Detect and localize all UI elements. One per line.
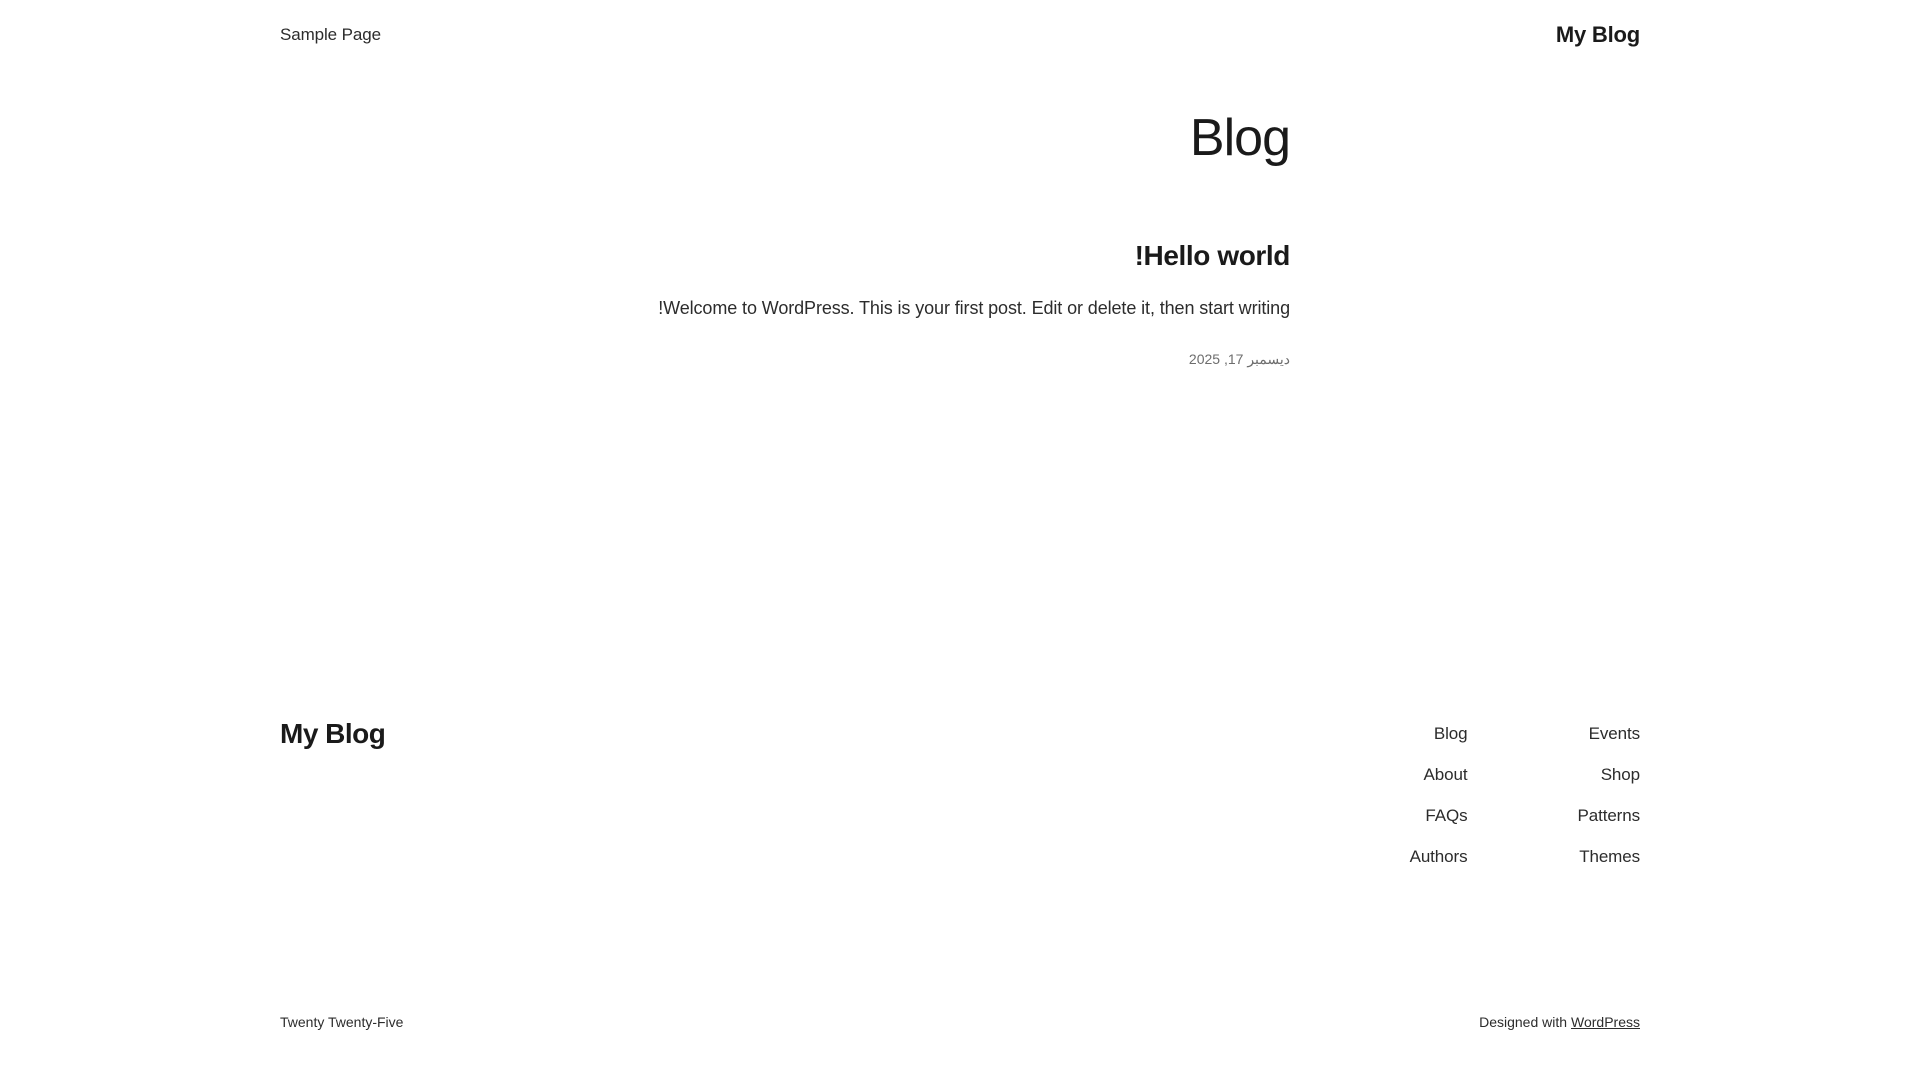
footer-link-themes[interactable]: Themes bbox=[1579, 847, 1640, 866]
footer-link-about[interactable]: About bbox=[1423, 765, 1468, 784]
post-date: ديسمبر 17, 2025 bbox=[1188, 350, 1290, 367]
footer-link-blog[interactable]: Blog bbox=[1433, 724, 1468, 743]
post-title[interactable]: Hello world! bbox=[1134, 240, 1290, 272]
footer-link-columns bbox=[1410, 700, 1640, 867]
footer-link-faqs[interactable]: FAQs bbox=[1425, 806, 1468, 825]
footer-credit bbox=[1479, 1014, 1640, 1030]
footer-column-1 bbox=[1410, 724, 1468, 867]
footer-theme-name: Twenty Twenty-Five bbox=[280, 1014, 404, 1030]
footer-credit-link[interactable]: WordPress bbox=[1571, 1014, 1640, 1030]
footer-bottom bbox=[280, 1014, 1640, 1030]
main-content bbox=[0, 110, 1920, 368]
nav-item-sample-page[interactable]: Sample Page bbox=[280, 25, 381, 44]
footer-link-events[interactable]: Events bbox=[1588, 724, 1640, 743]
page-title: Blog bbox=[1189, 109, 1290, 167]
footer-column-2 bbox=[1577, 724, 1640, 867]
footer-top bbox=[280, 700, 1640, 867]
footer-link-patterns[interactable]: Patterns bbox=[1577, 806, 1640, 825]
site-header bbox=[0, 0, 1920, 70]
footer-site-title[interactable]: My Blog bbox=[280, 718, 386, 749]
site-footer bbox=[0, 700, 1920, 1080]
footer-link-authors[interactable]: Authors bbox=[1409, 847, 1468, 866]
post-item bbox=[650, 239, 1290, 367]
footer-link-shop[interactable]: Shop bbox=[1600, 765, 1640, 784]
site-title[interactable]: My Blog bbox=[1555, 22, 1640, 47]
header-navigation bbox=[280, 25, 381, 45]
post-list bbox=[0, 239, 1920, 367]
post-excerpt: Welcome to WordPress. This is your first post. Edit or delete it, then start writing! bbox=[658, 297, 1290, 318]
footer-credit-prefix: Designed with bbox=[1479, 1014, 1568, 1030]
